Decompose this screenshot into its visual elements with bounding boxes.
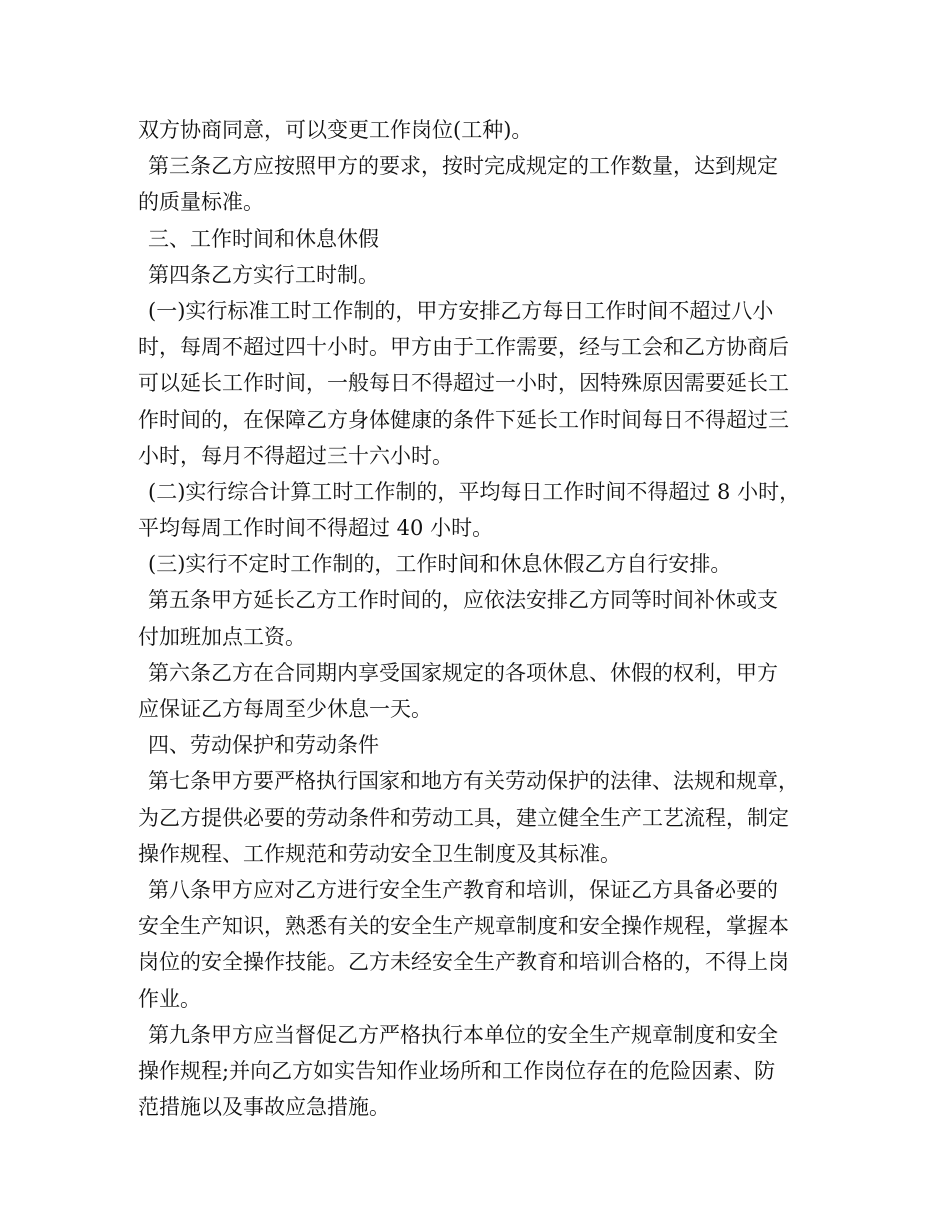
text-line: 作业。	[138, 986, 201, 1011]
text-line: 应保证乙方每周至少休息一天。	[138, 697, 432, 721]
text-line: 可以延长工作时间，一般每日不得超过一小时，因特殊原因需要延长工	[138, 371, 789, 396]
text-line: 小时，每月不得超过三十六小时。	[138, 443, 453, 468]
text-line: 平均每周工作时间不得超过 40 小时。	[138, 516, 494, 541]
text-line: 第九条甲方应当督促乙方严格执行本单位的安全生产规章制度和安全	[148, 1022, 778, 1047]
text-line: 作时间的，在保障乙方身体健康的条件下延长工作时间每日不得超过三	[138, 407, 789, 432]
text-line: 第三条乙方应按照甲方的要求，按时完成规定的工作数量，达到规定	[148, 154, 778, 179]
text-line: 第四条乙方实行工时制。	[148, 262, 379, 287]
text-line: 四、劳动保护和劳动条件	[148, 733, 379, 758]
text-line: 范措施以及事故应急措施。	[138, 1095, 390, 1120]
text-line: (一)实行标准工时工作制的，甲方安排乙方每日工作时间不超过八小	[148, 298, 774, 323]
text-line: 第五条甲方延长乙方工作时间的，应依法安排乙方同等时间补休或支	[148, 588, 778, 613]
text-line: 双方协商同意，可以变更工作岗位(工种)。	[138, 118, 533, 142]
text-line: 安全生产知识，熟悉有关的安全生产规章制度和安全操作规程，掌握本	[138, 914, 789, 939]
text-line: 三、工作时间和休息休假	[148, 226, 379, 251]
text-line: 岗位的安全操作技能。乙方未经安全生产教育和培训合格的，不得上岗	[138, 950, 789, 975]
document-page	[138, 112, 828, 1125]
text-line: 第六条乙方在合同期内享受国家规定的各项休息、休假的权利，甲方	[148, 660, 778, 685]
text-line: 时，每周不超过四十小时。甲方由于工作需要，经与工会和乙方协商后	[138, 335, 789, 360]
text-line: 第七条甲方要严格执行国家和地方有关劳动保护的法律、法规和规章，	[148, 769, 799, 794]
text-line: 付加班加点工资。	[138, 624, 306, 649]
text-line: 的质量标准。	[138, 190, 264, 215]
text-line: 操作规程;并向乙方如实告知作业场所和工作岗位存在的危险因素、防	[138, 1058, 776, 1083]
text-line: 为乙方提供必要的劳动条件和劳动工具，建立健全生产工艺流程，制定	[138, 805, 789, 830]
text-line: 第八条甲方应对乙方进行安全生产教育和培训，保证乙方具备必要的	[148, 877, 778, 902]
text-line: 操作规程、工作规范和劳动安全卫生制度及其标准。	[138, 841, 621, 866]
text-line: (三)实行不定时工作制的，工作时间和休息休假乙方自行安排。	[148, 552, 732, 577]
text-line: (二)实行综合计算工时工作制的，平均每日工作时间不得超过 8 小时，	[148, 479, 801, 504]
